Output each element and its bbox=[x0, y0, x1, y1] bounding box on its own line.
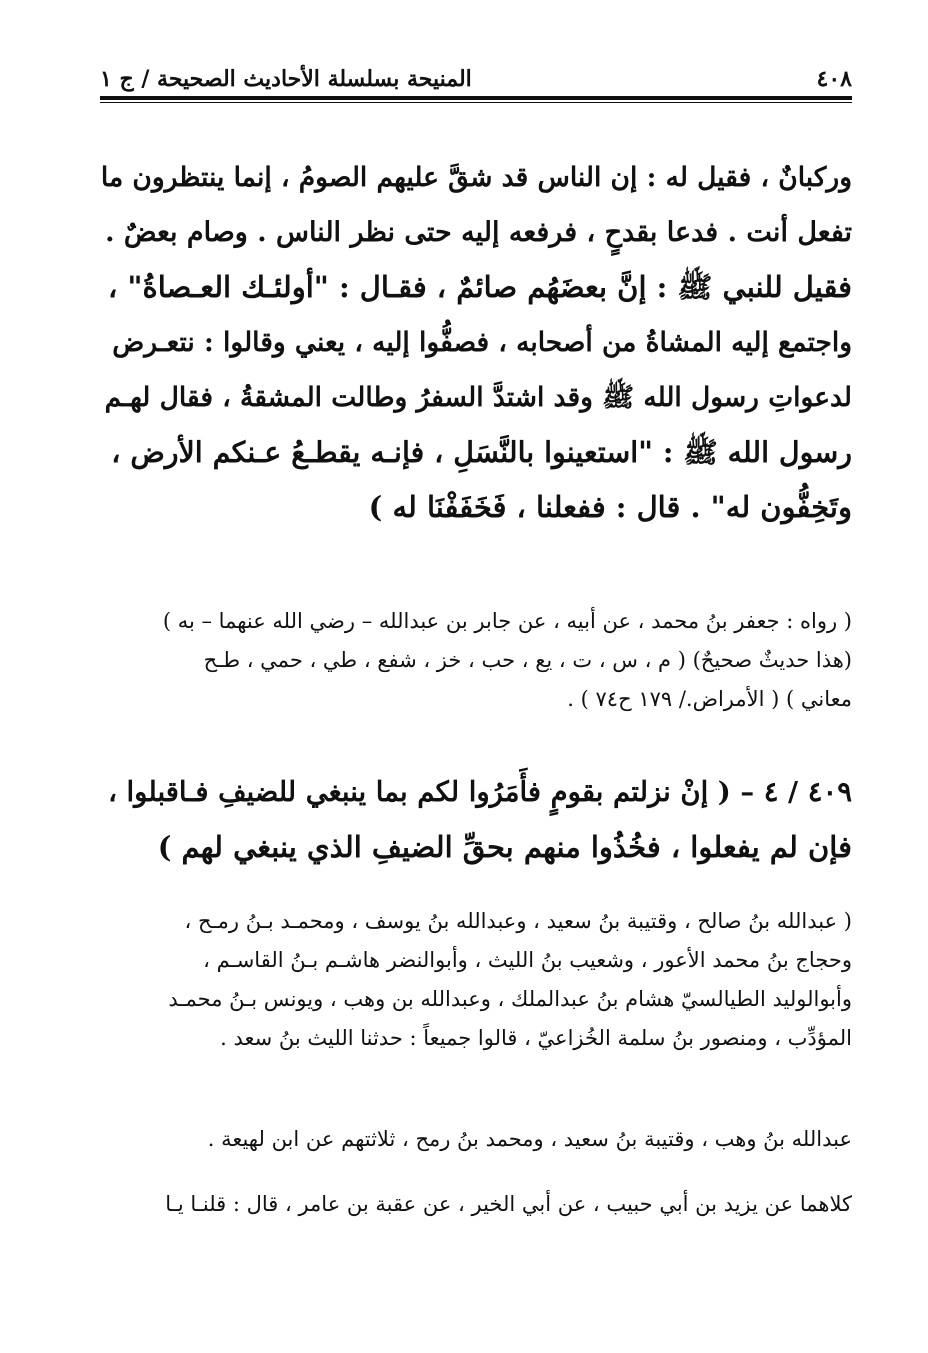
hadith-409-isnad bbox=[100, 902, 852, 1058]
hadith-409-isnad-2 bbox=[100, 1120, 852, 1159]
running-title: المنيحة بسلسلة الأحاديث الصحيحة / ج ١ bbox=[100, 66, 472, 92]
text-line: وتَخِفُّون له" . قال : ففعلنا ، فَخَفَفْنَا له ) bbox=[368, 490, 852, 524]
text-line: تفعل أنت . فدعا بقدحٍ ، فرفعه إليه حتى نظر الناس . وصام بعضٌ . bbox=[105, 217, 852, 248]
page-number: ٤٠٨ bbox=[816, 66, 852, 92]
note-line: المؤدِّب ، ومنصور بنُ سلمة الخُزاعيّ ، قالوا جميعاً : حدثنا الليث بنُ سعد . bbox=[220, 1026, 852, 1050]
hadith-409-text bbox=[100, 765, 852, 875]
text-line: فإن لم يفعلوا ، فخُذُوا منهم بحقِّ الضيفِ الذي ينبغي لهم ) bbox=[157, 830, 852, 864]
note-line: وأبوالوليد الطيالسيّ هشام بنُ عبدالملك ، وعبدالله بن وهب ، ويونس بـنُ محمـد bbox=[168, 987, 852, 1011]
hadith-408-text bbox=[100, 150, 852, 535]
text-line: فقيل للنبي ﷺ : إنَّ بعضَهُم صائمٌ ، فقـال : "أولئـك العـصاةُ" ، bbox=[107, 270, 852, 304]
note-line: كلاهما عن يزيد بن أبي حبيب ، عن أبي الخير ، عن عقبة بن عامر ، قال : قلنـا يـا bbox=[165, 1192, 852, 1216]
text-line: واجتمع إليه المشاةُ من أصحابه ، فصفُّوا إليه ، يعني وقالوا : نتعـرض bbox=[112, 327, 852, 358]
note-line: ( رواه : جعفر بنُ محمد ، عن أبيه ، عن جابر بن عبدالله – رضي الله عنهما – به ) bbox=[162, 609, 852, 633]
note-line: (هذا حديثٌ صحيحٌ) ( م ، س ، ت ، يع ، حب ، خز ، شفع ، طي ، حمي ، طـح bbox=[203, 648, 852, 672]
text-line: وركبانٌ ، فقيل له : إن الناس قد شقَّ عليهم الصومُ ، إنما ينتظرون ما bbox=[100, 162, 852, 193]
text-line: لدعواتِ رسول الله ﷺ وقد اشتدَّ السفرُ وطالت المشقةُ ، فقال لهـم bbox=[104, 382, 852, 413]
note-line: وحجاج بنُ محمد الأعور ، وشعيب بنُ الليث ، وأبوالنضر هاشـم بـنُ القاسـم ، bbox=[203, 948, 852, 972]
text-line: رسول الله ﷺ : "استعينوا بالنَّسَلِ ، فإنـه يقطـعُ عـنكم الأرض ، bbox=[111, 435, 852, 469]
page-header bbox=[100, 52, 852, 92]
note-line: ( عبدالله بنُ صالح ، وقتيبة بنُ سعيد ، وعبدالله بنُ يوسف ، ومحمـد بـنُ رمـح ، bbox=[184, 909, 852, 933]
hadith-409-isnad-3 bbox=[100, 1185, 852, 1224]
header-rule bbox=[100, 96, 852, 100]
header-rule-thin bbox=[100, 102, 852, 103]
hadith-408-takhrij bbox=[100, 602, 852, 719]
text-line: ٤٠٩ / ٤ – ( إنْ نزلتم بقومٍ فأَمَرُوا لكم بما ينبغي للضيفِ فـاقبلوا ، bbox=[108, 776, 852, 808]
note-line: عبدالله بنُ وهب ، وقتيبة بنُ سعيد ، ومحمد بنُ رمح ، ثلاثتهم عن ابن لهيعة . bbox=[207, 1127, 852, 1151]
note-line: معاني ) ( الأمراض./ ١٧٩ ح٧٤ ) . bbox=[567, 687, 852, 711]
